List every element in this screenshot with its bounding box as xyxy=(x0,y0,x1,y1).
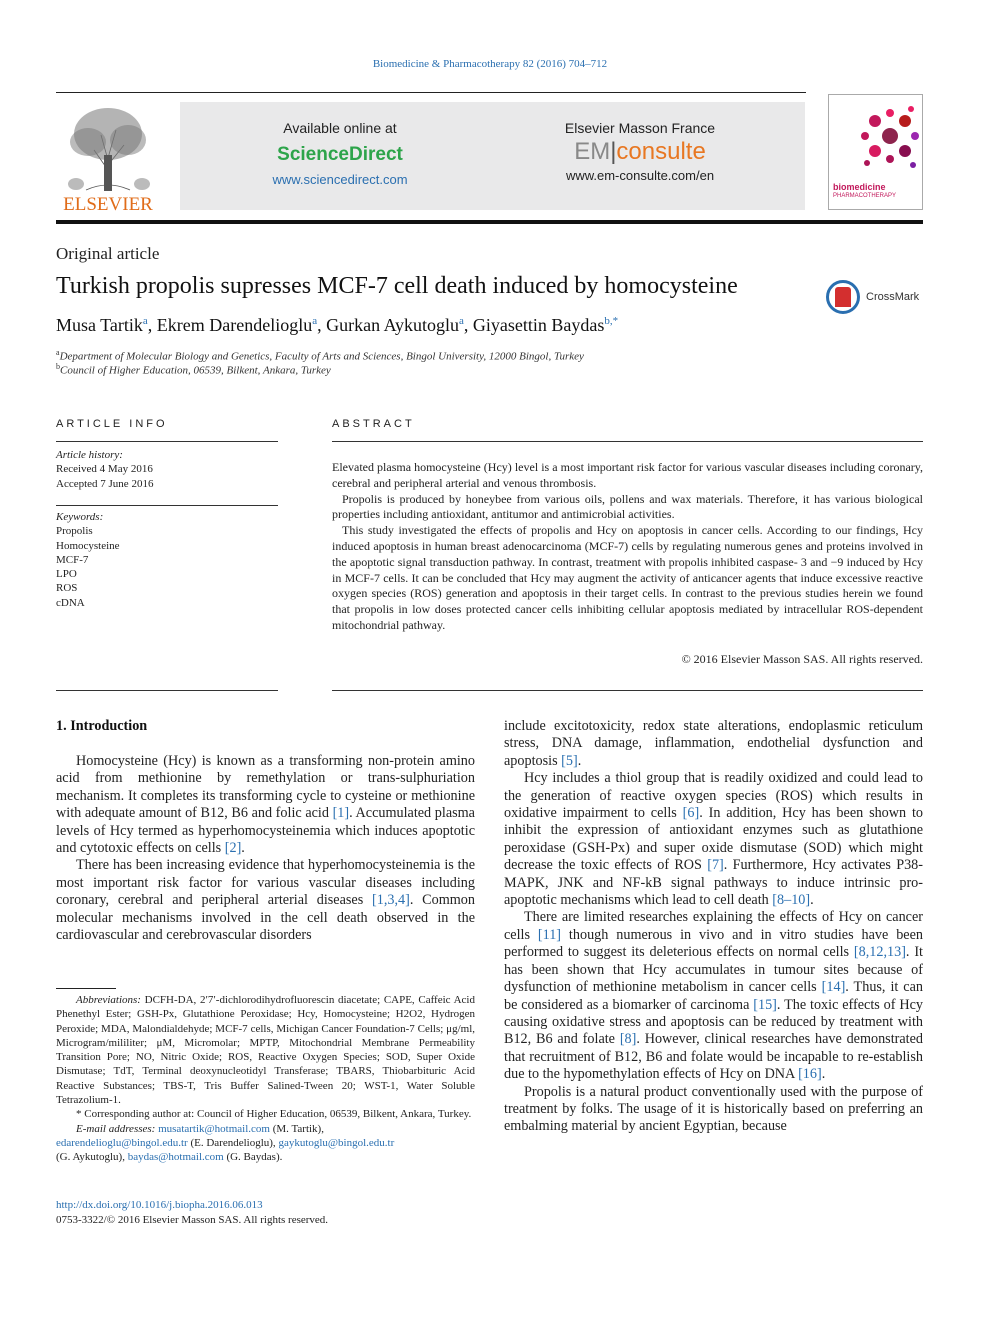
journal-reference[interactable]: Biomedicine & Pharmacotherapy 82 (2016) 704–712 xyxy=(372,58,608,70)
author-name[interactable]: Giyasettin Baydas xyxy=(472,315,605,335)
article-type: Original article xyxy=(56,244,160,263)
body-text: . However, clinical researches have demonstrated that recruitment of B12, B6 and folate would be incapable to re-establish due to the hypomethylation effects of Hcy on DNA xyxy=(504,1031,923,1083)
email-link[interactable]: musatartik@hotmail.com xyxy=(158,1122,270,1135)
em-consulte-block xyxy=(520,120,760,183)
email-owner: (G. Baydas). xyxy=(223,1151,283,1164)
body-text: There has been increasing evidence that hyperhomocysteinemia is the most important risk factor for various vascular diseases including coronary, cerebral and peripheral arterial diseases xyxy=(56,857,475,909)
doi-link[interactable]: http://dx.doi.org/10.1016/j.biopha.2016.06.013 xyxy=(56,1199,263,1211)
sciencedirect-block xyxy=(220,120,460,187)
footnotes xyxy=(56,993,475,1165)
author-affil-sup[interactable]: a xyxy=(458,315,464,327)
header-rule xyxy=(56,92,806,93)
footnote-rule xyxy=(56,988,116,989)
abstract-heading: ABSTRACT xyxy=(332,418,415,430)
article-history xyxy=(56,448,153,491)
body-text: . Accumulated plasma levels of Hcy termed as hyperhomocysteinemia which induces apoptotic and cytotoxic effects on cells xyxy=(56,805,475,857)
email-owner: (G. Aykutoglu), xyxy=(56,1151,128,1164)
cover-title: biomedicine xyxy=(833,182,886,192)
body-text: . xyxy=(821,1066,826,1083)
abbreviations-footnote xyxy=(56,993,475,1107)
body-paragraph xyxy=(504,770,923,909)
body-text: Homocysteine (Hcy) is known as a transforming non-protein amino acid from methionine by remethylation or trans-sulphuriation mechanism. It completes its transforming cycle to cysteine or methionine with adequate amount of B12, B6 and folic acid xyxy=(56,753,475,822)
citation-link[interactable]: [16] xyxy=(798,1066,822,1083)
corresponding-footnote: * Corresponding author at: Council of Higher Education, 06539, Bilkent, Ankara, Turkey. xyxy=(76,1108,472,1121)
citation-link[interactable]: [7] xyxy=(707,857,724,874)
body-text: . In addition, Hcy has been shown to inhibit the expression of antioxidant enzymes such as glutathione peroxidase (GSH-Px) and super oxide dismutase (SOD) which might decrease the toxic effects of ROS xyxy=(504,805,924,874)
citation-link[interactable]: [8–10] xyxy=(772,892,811,909)
affiliation-text: Department of Molecular Biology and Genetics, Faculty of Arts and Sciences, Bingol University, 12000 Bingol, Turkey xyxy=(59,350,584,363)
citation-link[interactable]: [1,3,4] xyxy=(372,892,410,909)
cover-subtitle: PHARMACOTHERAPY xyxy=(833,193,897,199)
abbreviations-text: DCFH-DA, 2′7′-dichlorodihydrofluorescin diacetate; CAPE, Caffeic Acid Phenethyl Ester; GSH-Px, Glutathione Peroxidase; Hcy, Homocysteine; H2O2, Hydrogen Peroxide; MDA, Malondialdehyde; MCF-7 cells, Michigan Cancer Foundation-7 Cells; μg/ml, Microgram/mililiter; μM, Micromolar; MPTP, Mitochondrial Membrane Permeability Transition Pore; NO, Nitric Oxide; ROS, Reactive Oxygen Species; SOD, Super Oxide Dismutase; TdT, Terminal deoxynucleotidyl Transferase; TBARS, Thiobarbituric Acid Reactive Substances; TBS-T, Tris Buffer Salined-Tween 20; WST-1, Water Soluble Tetrazolium-1. xyxy=(56,994,475,1107)
email-footnote xyxy=(56,1122,475,1165)
sciencedirect-url[interactable]: www.sciencedirect.com xyxy=(272,172,408,187)
abstract-paragraph: Propolis is produced by honeybee from various oils, pollens and wax materials. Therefore, it has various biological properties including antioxidant, antitumor and antimicrobial activities. xyxy=(332,491,923,522)
history-label: Article history: xyxy=(56,449,123,461)
affiliation-sup: a xyxy=(56,348,60,357)
body-text: . Thus, it can be considered as a biomarker of carcinoma xyxy=(504,979,923,1013)
article-title: Turkish propolis supresses MCF-7 cell death induced by homocysteine xyxy=(56,273,738,299)
info-bottom-rule xyxy=(56,690,278,691)
body-text: . Furthermore, Hcy activates P38-MAPK, JNK and NF-kB signal pathways to induce intrinsic pro-apoptotic mechanisms which lead to cell death xyxy=(504,857,923,909)
body-paragraph xyxy=(56,753,475,857)
email-link[interactable]: gaykutoglu@bingol.edu.tr xyxy=(278,1136,395,1149)
right-body-column xyxy=(504,718,923,1136)
publisher-name: Elsevier Masson France xyxy=(564,120,716,136)
body-text: Hcy includes a thiol group that is readily oxidized and could lead to the generation of reactive oxygen species (ROS) which results in oxidative impairment to cells xyxy=(504,770,923,822)
em-consulte-logo[interactable]: EM|consulte xyxy=(574,138,706,165)
body-paragraph xyxy=(504,909,923,1083)
body-text: . xyxy=(577,752,582,769)
crossmark-badge[interactable] xyxy=(826,280,926,316)
available-online-label: Available online at xyxy=(283,120,397,136)
elsevier-wordmark: ELSEVIER xyxy=(63,194,153,215)
email-owner: (M. Tartik), xyxy=(269,1122,324,1135)
article-info-heading: ARTICLE INFO xyxy=(56,418,168,430)
keyword: ROS xyxy=(56,582,78,595)
author-list xyxy=(56,315,618,336)
cover-pattern-icon xyxy=(859,101,921,171)
body-paragraph xyxy=(504,718,923,770)
citation-link[interactable]: [8] xyxy=(619,1031,637,1048)
keyword: MCF-7 xyxy=(56,553,89,566)
body-text: . The toxic effects of Hcy causing oxidative stress and apoptosis can be reduced by treatment with B12, B6 and folate xyxy=(504,996,923,1048)
consulte-text: consulte xyxy=(616,138,706,165)
keyword: Homocysteine xyxy=(56,539,120,552)
keywords-block xyxy=(56,510,120,610)
abstract-rule xyxy=(332,441,923,442)
em-text: EM xyxy=(574,138,611,165)
abbreviations-label: Abbreviations: xyxy=(76,994,141,1006)
issn-copyright: 0753-3322/© 2016 Elsevier Masson SAS. All rights reserved. xyxy=(56,1213,329,1226)
affiliation-text: Council of Higher Education, 06539, Bilkent, Ankara, Turkey xyxy=(60,364,331,377)
citation-link[interactable]: [14] xyxy=(821,979,846,996)
accepted-date: Accepted 7 June 2016 xyxy=(56,477,154,490)
abstract-paragraph: This study investigated the effects of propolis and Hcy on apoptosis in cancer cells. According to our findings, Hcy induced apoptosis in human breast adenocarcinoma (MCF-7) cells by regulating numerous genes and proteins involved in the apoptotic signal transduction pathway. In contrast, treatment with propolis inhibited caspase- 3 and −9 induced by Hcy in MCF-7 cells. It can be concluded that Hcy may augment the activity of anticancer agents that induce excessive reactive oxygen species (ROS) generation and apoptosis in their target cells. In contrast to the previous studies herein we found that propolis in low doses protected cancer cells inhibiting cellular apoptosis mediated by intracellular ROS-dependent mitochondrial pathway. xyxy=(332,523,923,632)
body-text: . xyxy=(810,892,814,909)
body-text: There are limited researches explaining the effects of Hcy on cancer cells xyxy=(504,909,923,943)
citation-link[interactable]: [2] xyxy=(224,840,242,857)
author-affil-sup[interactable]: a xyxy=(142,315,148,327)
citation-link[interactable]: [1] xyxy=(332,805,350,822)
body-text: . xyxy=(241,840,245,857)
em-consulte-url[interactable]: www.em-consulte.com/en xyxy=(565,168,715,183)
email-owner: (E. Darendelioglu), xyxy=(187,1136,279,1149)
email-label: E-mail addresses: xyxy=(76,1122,156,1135)
body-text: . Common molecular mechanisms involved in the cell death observed in the cardiovascular and cerebrovascular disorders xyxy=(56,892,475,944)
crossmark-bookmark-icon xyxy=(835,287,851,307)
received-date: Received 4 May 2016 xyxy=(56,463,153,476)
abstract-copyright: © 2016 Elsevier Masson SAS. All rights reserved. xyxy=(681,652,923,666)
abstract-paragraph: Elevated plasma homocysteine (Hcy) level is a most important risk factor for various vascular diseases including coronary, cerebral and peripheral arterial and venous thrombosis. xyxy=(332,460,923,490)
section-heading-introduction: 1. Introduction xyxy=(56,718,148,734)
body-text: . It has been shown that Hcy accumulates in tumour sites because of dysfunction of methionine metabolism in cancer cells xyxy=(504,944,923,996)
journal-cover[interactable] xyxy=(828,94,923,210)
header-thick-rule xyxy=(56,220,923,224)
citation-link[interactable]: [8,12,13] xyxy=(853,944,906,961)
affiliation-a xyxy=(56,348,584,363)
email-link[interactable]: baydas@hotmail.com xyxy=(127,1151,224,1164)
abstract-body xyxy=(332,460,923,634)
body-paragraph xyxy=(56,857,475,944)
author-sep: , xyxy=(463,315,473,335)
citation-link[interactable]: [5] xyxy=(561,752,578,769)
keyword: LPO xyxy=(56,568,77,581)
keywords-label: Keywords: xyxy=(56,511,104,523)
body-paragraph: Propolis is a natural product conventionally used with the purpose of treatment by folks. The usage of it is historically based on preferring an embalming material by ancient Egyptian, because xyxy=(504,1083,923,1135)
author-sep: , xyxy=(317,315,327,335)
body-text: include excitotoxicity, redox state alterations, endoplasmic reticulum stress, DNA damage, inflammation, endothelial dysfunction and apoptosis xyxy=(504,718,923,769)
affiliation-b xyxy=(56,362,331,377)
author-name[interactable]: Musa Tartik xyxy=(56,315,143,335)
doi-block xyxy=(56,1198,328,1227)
left-body-column xyxy=(56,753,475,944)
author-sep: , xyxy=(147,315,157,335)
article-info-rule xyxy=(56,441,278,442)
author-affil-sup[interactable]: a xyxy=(312,315,318,327)
crossmark-label: CrossMark xyxy=(866,291,920,303)
keyword: Propolis xyxy=(56,525,93,538)
citation-link[interactable]: [15] xyxy=(753,996,777,1013)
history-rule xyxy=(56,505,278,506)
author-affil-sup[interactable]: b,* xyxy=(604,315,619,327)
sciencedirect-logo[interactable]: ScienceDirect xyxy=(277,144,403,165)
author-name[interactable]: Gurkan Aykutoglu xyxy=(326,315,459,335)
email-link[interactable]: edarendelioglu@bingol.edu.tr xyxy=(56,1136,188,1149)
citation-link[interactable]: [11] xyxy=(537,926,562,943)
affiliation-sup: b xyxy=(56,362,60,371)
abstract-bottom-rule xyxy=(332,690,923,691)
citation-link[interactable]: [6] xyxy=(682,805,700,822)
author-name[interactable]: Ekrem Darendelioglu xyxy=(156,315,313,335)
body-text: though numerous in vivo and in vitro studies have been performed to suggest its deleterious effects on normal cells xyxy=(504,926,923,961)
keyword: cDNA xyxy=(56,596,85,609)
